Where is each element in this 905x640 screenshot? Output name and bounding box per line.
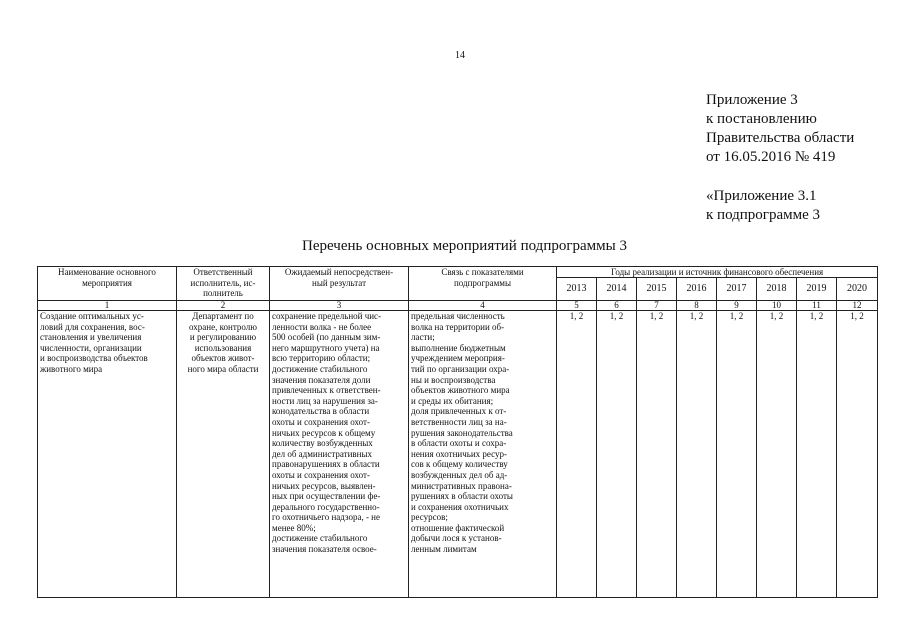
text-line: го охотничьего надзора, - не — [272, 512, 380, 523]
column-number-row — [38, 301, 878, 311]
text-line: отношение фактической — [411, 522, 505, 533]
header-activity-name — [38, 267, 177, 301]
text-line: исполнитель, ис- — [190, 277, 256, 288]
text-line: ных при осуществлении фе- — [272, 491, 381, 502]
text-line: объектов живот- — [191, 353, 255, 364]
text-line: Приложение 3 — [706, 92, 798, 108]
table-row — [38, 311, 878, 598]
funding-source-cell: 1, 2 — [797, 311, 837, 598]
column-number: 6 — [597, 301, 637, 311]
text-line: предельная численность — [411, 311, 505, 321]
text-line: ленным лимитам — [411, 544, 477, 555]
text-line: менее 80%; — [272, 522, 316, 533]
text-line: министративных правона- — [411, 480, 512, 491]
text-line: и сохранения охотничьих — [411, 501, 509, 512]
indicators-link-cell — [409, 311, 557, 598]
funding-source-cell: 1, 2 — [717, 311, 757, 598]
text-line: возбужденных дел об ад- — [411, 469, 508, 480]
text-line: от 16.05.2016 № 419 — [706, 149, 836, 165]
text-line: к постановлению — [706, 111, 817, 127]
text-line: численности, организации — [40, 342, 142, 353]
text-line: волка на территории об- — [411, 321, 505, 332]
text-line: и воспроизводства объектов — [40, 353, 148, 364]
year-cell: 2020 — [837, 278, 878, 301]
text-line: Связь с показателями — [441, 267, 524, 277]
text-line: сохранение предельной чис- — [272, 311, 382, 321]
text-line: количеству возбужденных — [272, 438, 373, 449]
header-row — [38, 267, 878, 278]
activities-table — [37, 266, 878, 598]
header-responsible — [177, 267, 270, 301]
text-line: значения показателя освое- — [272, 544, 377, 555]
text-line: ресурсов; — [411, 512, 448, 523]
text-line: и регулированию — [189, 332, 257, 343]
header-indicators-link — [409, 267, 557, 301]
text-line: использования — [194, 342, 252, 353]
text-line: ны и воспроизводства — [411, 374, 496, 385]
funding-source-cell: 1, 2 — [637, 311, 677, 598]
year-cell: 2016 — [677, 278, 717, 301]
column-number: 8 — [677, 301, 717, 311]
column-number: 10 — [757, 301, 797, 311]
text-line: ленности волка - не более — [272, 321, 372, 332]
text-line: ничьих ресурсов к общему — [272, 427, 376, 438]
text-line: достижение стабильного — [272, 533, 368, 544]
funding-source-cell: 1, 2 — [837, 311, 878, 598]
text-line: в области охоты и сохра- — [411, 438, 507, 449]
column-number: 9 — [717, 301, 757, 311]
text-line: полнитель — [203, 288, 243, 299]
text-line: всю территорию области; — [272, 353, 371, 364]
text-line: 500 особей (по данным зим- — [272, 332, 381, 343]
column-number: 7 — [637, 301, 677, 311]
text-line: Ответственный — [193, 267, 253, 277]
text-line: животного мира — [40, 363, 103, 374]
text-line: охоты и сохранения охот- — [272, 416, 370, 427]
text-line: добычи лося к установ- — [411, 533, 502, 544]
column-number: 2 — [177, 301, 270, 311]
text-line: мероприятия — [82, 277, 132, 288]
text-line: ласти; — [411, 332, 435, 343]
text-line: правонарушениях в области — [272, 459, 380, 470]
text-line: рушениях в области охоты — [411, 491, 513, 502]
header-years-group: Годы реализации и источник финансового обеспечения — [557, 267, 878, 278]
responsible-cell — [177, 311, 270, 598]
activity-name-cell — [38, 311, 177, 598]
text-line: объектов животного мира — [411, 385, 510, 396]
text-line: значения показателя доли — [272, 374, 371, 385]
text-line: нения охотничьих ресур- — [411, 448, 508, 459]
text-line: и среды их обитания; — [411, 395, 494, 406]
text-line: Наименование основного — [58, 267, 156, 277]
text-line: становления и увеличения — [40, 332, 142, 343]
column-number: 3 — [270, 301, 409, 311]
column-number: 4 — [409, 301, 557, 311]
text-line: ный результат — [312, 277, 366, 288]
text-line: достижение стабильного — [272, 363, 368, 374]
funding-source-cell: 1, 2 — [677, 311, 717, 598]
text-line: ловий для сохранения, вос- — [40, 321, 145, 332]
text-line: охране, контролю — [189, 321, 257, 332]
annex-sub-reference — [706, 187, 820, 225]
text-line: тий по организации охра- — [411, 363, 510, 374]
annex-reference — [706, 91, 854, 167]
year-cell: 2015 — [637, 278, 677, 301]
column-number: 5 — [557, 301, 597, 311]
year-cell: 2019 — [797, 278, 837, 301]
text-line: рушения законодательства — [411, 427, 513, 438]
text-line: ничьих ресурсов, выявлен- — [272, 480, 376, 491]
text-line: дерального государственно- — [272, 501, 380, 512]
page-number: 14 — [455, 50, 465, 61]
text-line: конодательства в области — [272, 406, 370, 417]
year-cell: 2017 — [717, 278, 757, 301]
funding-source-cell: 1, 2 — [597, 311, 637, 598]
year-cell: 2013 — [557, 278, 597, 301]
expected-result-cell — [270, 311, 409, 598]
text-line: ветственности лиц за на- — [411, 416, 507, 427]
text-line: дел об административных — [272, 448, 373, 459]
text-line: ности лиц за нарушения за- — [272, 395, 378, 406]
header-expected-result — [270, 267, 409, 301]
text-line: к подпрограмме 3 — [706, 207, 820, 223]
funding-source-cell: 1, 2 — [557, 311, 597, 598]
text-line: Создание оптимальных ус- — [40, 311, 144, 321]
year-cell: 2014 — [597, 278, 637, 301]
text-line: привлеченных к ответствен- — [272, 385, 381, 396]
year-cell: 2018 — [757, 278, 797, 301]
text-line: «Приложение 3.1 — [706, 188, 817, 204]
column-number: 1 — [38, 301, 177, 311]
text-line: подпрограммы — [453, 277, 512, 288]
text-line: выполнение бюджетным — [411, 342, 506, 353]
text-line: Департамент по — [192, 311, 254, 321]
column-number: 12 — [837, 301, 878, 311]
text-line: Правительства области — [706, 130, 855, 146]
column-number: 11 — [797, 301, 837, 311]
text-line: ного мира области — [187, 363, 259, 374]
text-line: Ожидаемый непосредствен- — [284, 267, 394, 277]
text-line: сов к общему количеству — [411, 459, 508, 470]
text-line: учреждением мероприя- — [411, 353, 505, 364]
funding-source-cell: 1, 2 — [757, 311, 797, 598]
text-line: охоты и сохранения охот- — [272, 469, 370, 480]
document-title: Перечень основных мероприятий подпрограммы 3 — [302, 238, 627, 254]
text-line: доля привлеченных к от- — [411, 406, 507, 417]
text-line: него маршрутного учета) на — [272, 342, 380, 353]
